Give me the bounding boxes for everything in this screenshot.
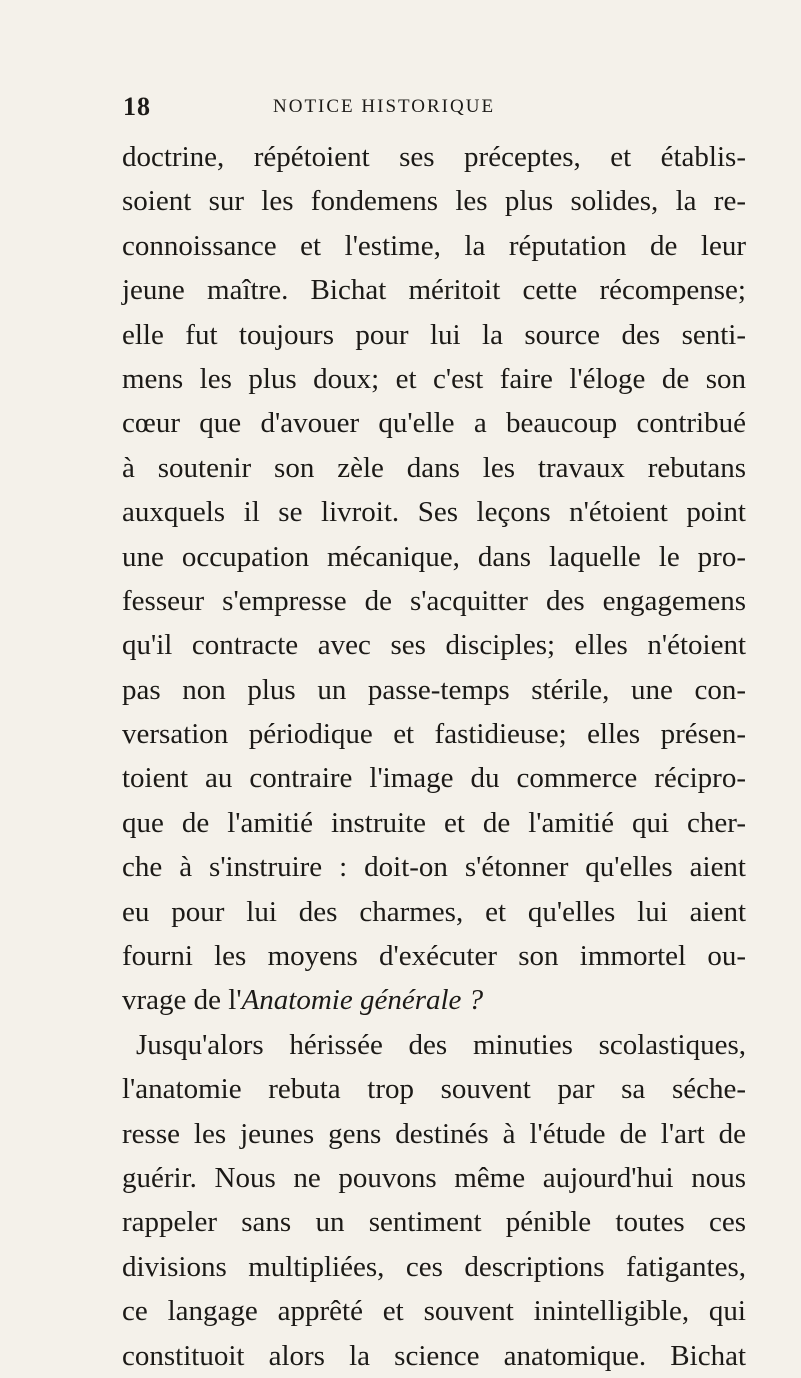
- italic-book-title: Anatomie générale ?: [241, 984, 484, 1017]
- text-line: qu'il contracte avec ses disciples; elles n'étoient: [122, 629, 746, 662]
- text-line: connoissance et l'estime, la réputation de leur: [122, 229, 746, 262]
- text-line: doctrine, répétoient ses préceptes, et établis-: [122, 141, 746, 173]
- text-line: versation périodique et fastidieuse; elles présen-: [122, 718, 746, 751]
- text-line: toient au contraire l'image du commerce récipro-: [122, 762, 746, 795]
- text-line: divisions multipliées, ces descriptions fatigantes,: [122, 1250, 746, 1283]
- running-head: NOTICE HISTORIQUE: [273, 96, 496, 117]
- text-line: auxquels il se livroit. Ses leçons n'étoient point: [122, 496, 746, 529]
- text-line: mens les plus doux; et c'est faire l'éloge de son: [122, 362, 746, 395]
- text-line: eu pour lui des charmes, et qu'elles lui aient: [122, 895, 746, 928]
- text-line: l'anatomie rebuta trop souvent par sa séche-: [122, 1073, 746, 1106]
- paragraph-first-line: Jusqu'alors hérissée des minuties scolastiques,: [136, 1028, 746, 1061]
- text-line: jeune maître. Bichat méritoit cette récompense;: [122, 274, 746, 307]
- text-fragment: vrage de l': [122, 984, 242, 1017]
- text-line: ce langage apprêté et souvent inintelligible, qui: [122, 1295, 746, 1328]
- text-line: che à s'instruire : doit-on s'étonner qu'elles aient: [122, 851, 746, 884]
- text-line: cœur que d'avouer qu'elle a beaucoup contribué: [122, 407, 746, 440]
- text-line: rappeler sans un sentiment pénible toutes ces: [122, 1206, 746, 1239]
- page-header: [123, 92, 739, 122]
- text-line: resse les jeunes gens destinés à l'étude de l'art de: [122, 1117, 746, 1150]
- text-line: elle fut toujours pour lui la source des senti-: [122, 318, 746, 351]
- text-line: une occupation mécanique, dans laquelle le pro-: [122, 540, 746, 573]
- text-line: à soutenir son zèle dans les travaux rebutans: [122, 451, 746, 484]
- text-line: fesseur s'empresse de s'acquitter des engagemens: [122, 584, 746, 617]
- text-line: guérir. Nous ne pouvons même aujourd'hui nous: [122, 1161, 746, 1194]
- text-line: constituoit alors la science anatomique. Bichat: [122, 1339, 746, 1372]
- text-line: que de l'amitié instruite et de l'amitié qui cher-: [122, 806, 746, 839]
- text-line: fourni les moyens d'exécuter son immortel ou-: [122, 940, 746, 973]
- page-number: 18: [123, 92, 151, 121]
- text-line: soient sur les fondemens les plus solides, la re-: [122, 185, 746, 218]
- text-line: pas non plus un passe-temps stérile, une con-: [122, 673, 746, 706]
- body-text: [122, 135, 746, 1378]
- text-line-with-italic-title: [122, 978, 746, 1022]
